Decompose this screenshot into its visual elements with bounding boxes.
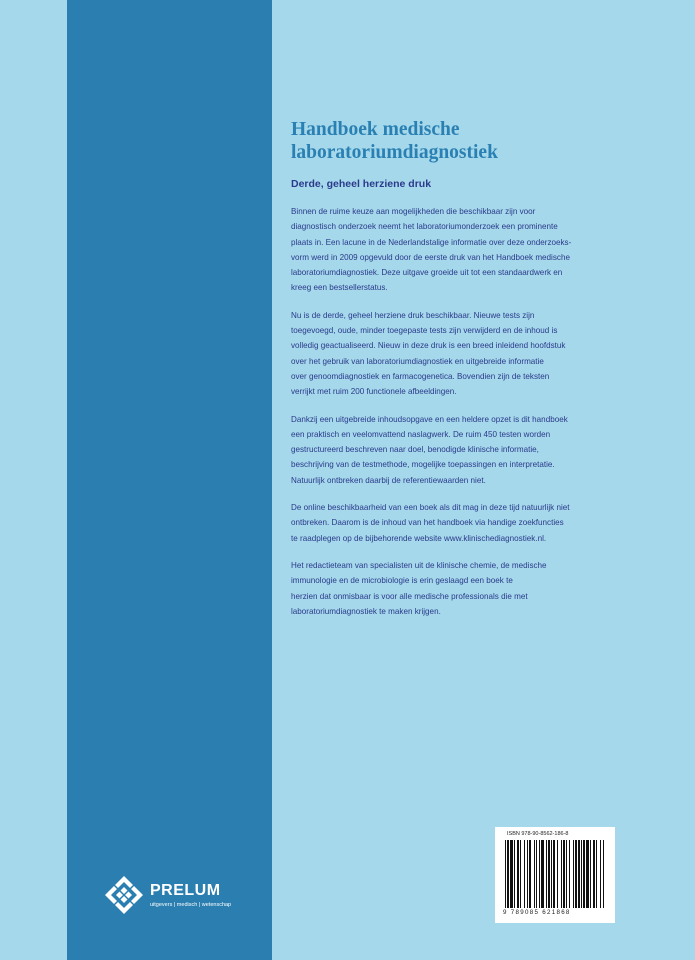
text-line: over het gebruik van laboratoriumdiagnostiek en uitgebreide informatie [291, 356, 544, 366]
text-line: Natuurlijk ontbreken daarbij de referentiewaarden niet. [291, 475, 486, 485]
description-paragraph-3 [291, 412, 631, 488]
edition-subtitle: Derde, geheel herziene druk [291, 178, 432, 190]
text-line: gestructureerd beschreven naar doel, benodigde klinische informatie, [291, 445, 539, 455]
text-line: diagnostisch onderzoek neemt het laboratoriumonderzoek een prominente [291, 222, 558, 232]
book-title-line: Handboek medische [291, 119, 460, 140]
text-line: volledig geactualiseerd. Nieuw in deze druk is een breed inleidend hoofdstuk [291, 341, 566, 351]
isbn-barcode-panel [495, 827, 615, 923]
book-title-line: laboratoriumdiagnostiek [291, 142, 498, 163]
text-line: vorm werd in 2009 opgevuld door de eerste druk van het Handboek medische [291, 252, 570, 262]
description-paragraph-4 [291, 500, 631, 546]
text-line: Dankzij een uitgebreide inhoudsopgave en een heldere opzet is dit handboek [291, 414, 568, 424]
back-cover-content [291, 118, 631, 631]
text-line: Het redactieteam van specialisten uit de klinische chemie, de medische [291, 560, 547, 570]
text-line: te raadplegen op de bijbehorende website www.klinischediagnostiek.nl. [291, 533, 547, 543]
text-line: een praktisch en veelomvattend naslagwerk. De ruim 450 testen worden [291, 429, 551, 439]
text-line: De online beschikbaarheid van een boek als dit mag in deze tijd natuurlijk niet [291, 503, 570, 513]
isbn-label: ISBN 978-90-8562-186-8 [507, 831, 569, 837]
text-line: laboratoriumdiagnostiek te maken krijgen. [291, 606, 441, 616]
text-line: kreeg een bestsellerstatus. [291, 283, 388, 293]
text-line: ontbreken. Daarom is de inhoud van het handboek via handige zoekfuncties [291, 518, 564, 528]
text-line: toegevoegd, oude, minder toegepaste tests zijn verwijderd en de inhoud is [291, 326, 558, 336]
cover-spine-band [67, 0, 272, 960]
text-line: immunologie en de microbiologie is erin geslaagd een boek te [291, 576, 513, 586]
text-line: plaats in. Een lacune in de Nederlandstalige informatie over deze onderzoeks- [291, 237, 572, 247]
isbn-digits: 9 789085 621868 [503, 909, 571, 916]
text-line: over genoomdiagnostiek en farmacogenetica. Bovendien zijn de teksten [291, 371, 550, 381]
description-paragraph-2 [291, 308, 631, 400]
text-line: verrijkt met ruim 200 functionele afbeeldingen. [291, 387, 457, 397]
book-title [291, 118, 631, 164]
description-paragraph-5 [291, 558, 631, 619]
text-line: beschrijving van de testmethode, mogelijke toepassingen en interpretatie. [291, 460, 555, 470]
publisher-tagline: uitgevers | medisch | wetenschap [150, 901, 232, 908]
text-line: Nu is de derde, geheel herziene druk beschikbaar. Nieuwe tests zijn [291, 310, 535, 320]
prelum-diamond-icon [104, 875, 144, 915]
barcode-bars [505, 840, 605, 908]
text-line: laboratoriumdiagnostiek. Deze uitgave groeide uit tot een standaardwerk en [291, 268, 563, 278]
description-paragraph-1 [291, 204, 631, 296]
text-line: Binnen de ruime keuze aan mogelijkheden die beschikbaar zijn voor [291, 207, 536, 216]
publisher-name: PRELUM [150, 881, 221, 899]
publisher-logo [104, 875, 231, 915]
text-line: herzien dat onmisbaar is voor alle medische professionals die met [291, 591, 528, 601]
